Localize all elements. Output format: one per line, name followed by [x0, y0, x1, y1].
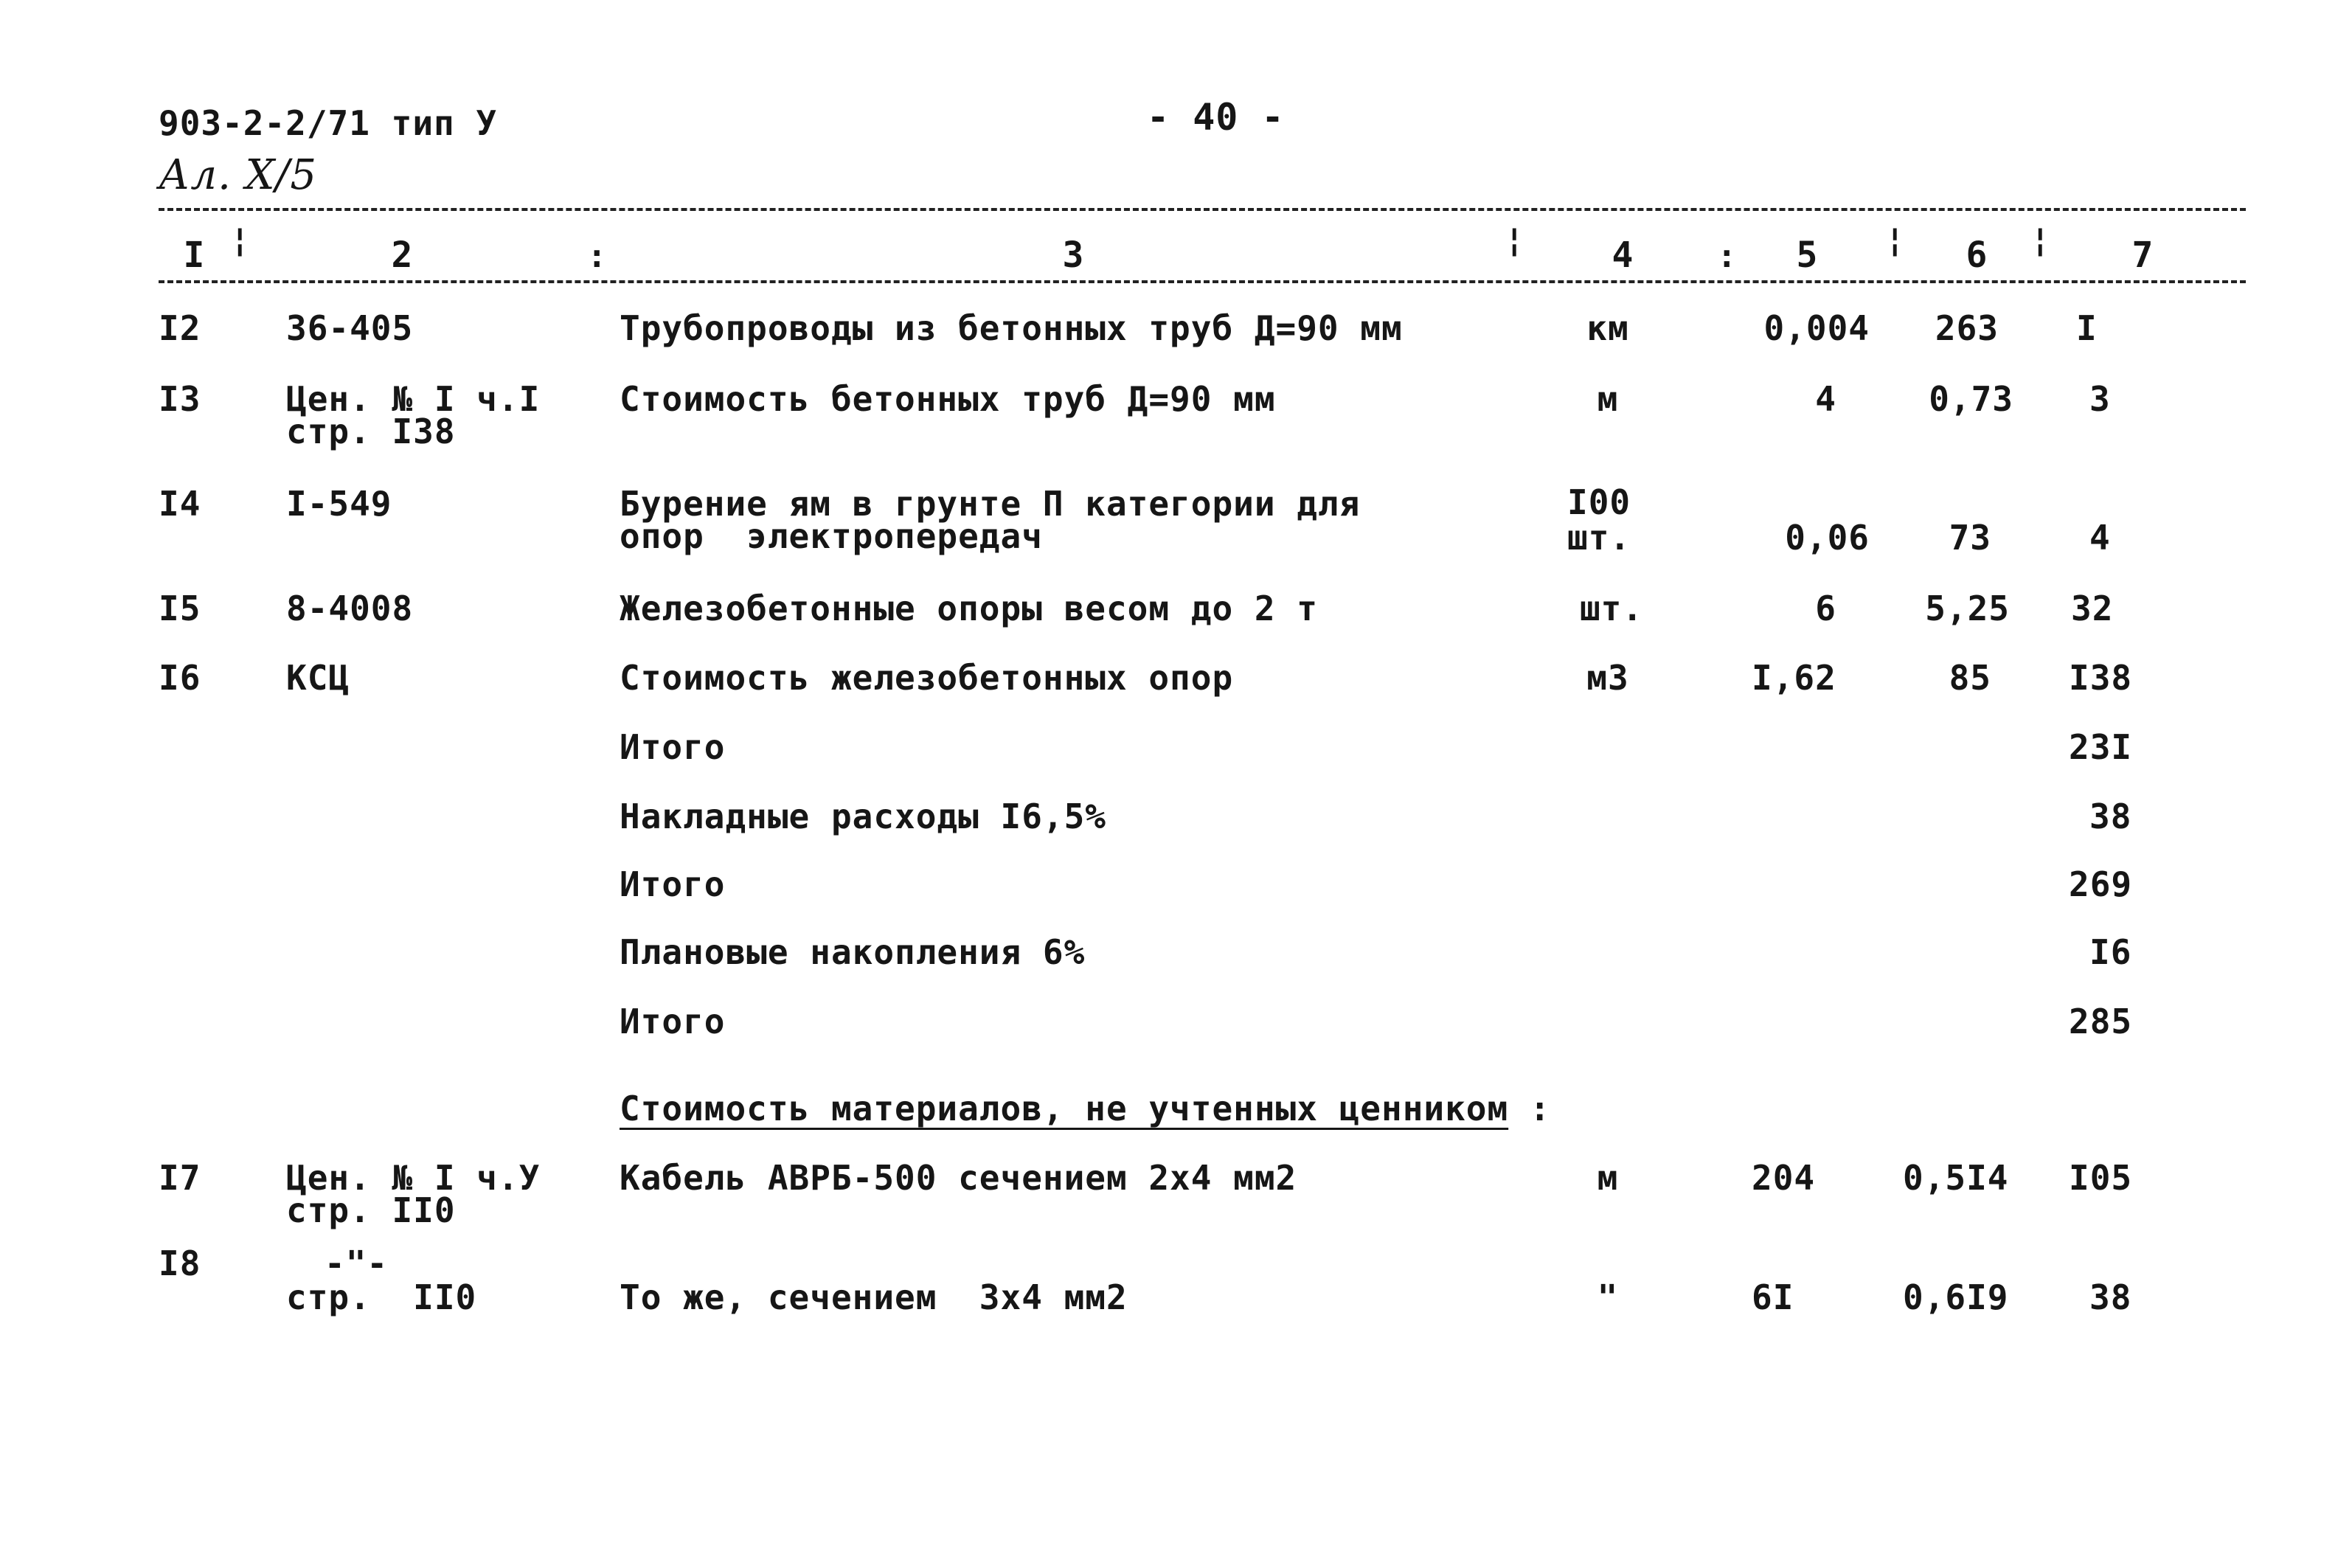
- page-number: - 40 -: [1147, 96, 1285, 139]
- column-separator: ¦: [1505, 221, 1524, 259]
- row-number: I2: [159, 308, 201, 348]
- section-title-colon: :: [1529, 1089, 1551, 1128]
- header-top-rule: [159, 208, 2246, 211]
- row-unit-price: 73: [1949, 518, 1991, 558]
- row-code-page: стр. I38: [286, 412, 456, 451]
- summary-label: Итого: [620, 727, 726, 767]
- row-unit: км: [1586, 308, 1629, 348]
- section-title-text: Стоимость материалов, не учтенных ценником: [620, 1089, 1509, 1128]
- row-quantity: 0,06: [1785, 518, 1870, 558]
- summary-label: Плановые накопления 6%: [620, 932, 1086, 972]
- column-header-4: 4: [1612, 235, 1634, 276]
- row-code: I-549: [286, 484, 392, 524]
- row-unit-price: 0,5I4: [1903, 1158, 2009, 1198]
- row-unit: м: [1597, 379, 1619, 419]
- column-separator: ¦: [230, 221, 250, 259]
- row-number: I3: [159, 379, 201, 419]
- row-unit: м: [1597, 1158, 1619, 1198]
- row-number: I4: [159, 484, 201, 524]
- column-separator: :: [1717, 237, 1737, 275]
- row-number: I8: [159, 1243, 201, 1283]
- summary-total: 38: [2089, 797, 2132, 836]
- row-unit-price: 0,6I9: [1903, 1277, 2009, 1317]
- summary-total: 285: [2069, 1002, 2133, 1041]
- column-header-6: 6: [1966, 235, 1988, 276]
- row-total: 4: [2089, 518, 2111, 558]
- row-quantity: 204: [1752, 1158, 1816, 1198]
- column-header-5: 5: [1796, 235, 1818, 276]
- column-header-7: 7: [2131, 235, 2154, 276]
- row-code: -"-: [325, 1243, 389, 1283]
- row-code: 8-4008: [286, 589, 414, 628]
- row-unit: м3: [1586, 658, 1629, 698]
- column-separator: ¦: [2030, 221, 2050, 259]
- row-unit: ": [1597, 1277, 1619, 1317]
- row-total: I05: [2069, 1158, 2133, 1198]
- row-unit-cont: шт.: [1567, 518, 1631, 558]
- row-description: Стоимость бетонных труб Д=90 мм: [620, 379, 1276, 419]
- row-description-cont: опор электропередач: [620, 516, 1043, 556]
- row-number: I6: [159, 658, 201, 698]
- row-unit-price: 0,73: [1929, 379, 2013, 419]
- header-bottom-rule: [159, 280, 2246, 283]
- row-quantity: 6: [1815, 589, 1836, 628]
- summary-total: 269: [2069, 864, 2133, 904]
- summary-label: Итого: [620, 864, 726, 904]
- column-header-3: 3: [1062, 235, 1084, 276]
- summary-label: Итого: [620, 1002, 726, 1041]
- summary-total: 23I: [2069, 727, 2133, 767]
- row-code: 36-405: [286, 308, 414, 348]
- row-unit-price: 5,25: [1925, 589, 2010, 628]
- section-title: [620, 1089, 1551, 1128]
- column-header-1: I: [183, 235, 205, 276]
- row-code-page: стр. II0: [286, 1277, 477, 1317]
- column-header-2: 2: [391, 235, 413, 276]
- row-unit: шт.: [1579, 589, 1644, 628]
- row-quantity: I,62: [1752, 658, 1836, 698]
- row-code-page: стр. II0: [286, 1190, 456, 1230]
- column-separator: :: [587, 237, 607, 275]
- row-number: I5: [159, 589, 201, 628]
- summary-label: Накладные расходы I6,5%: [620, 797, 1106, 836]
- row-number: I7: [159, 1158, 201, 1198]
- row-quantity: 4: [1815, 379, 1836, 419]
- row-description: Бурение ям в грунте П категории для: [620, 484, 1361, 524]
- row-description: Трубопроводы из бетонных труб Д=90 мм: [620, 308, 1403, 348]
- row-description: Стоимость железобетонных опор: [620, 658, 1234, 698]
- sheet-reference: Ал. X/5: [159, 151, 318, 199]
- document-code: 903-2-2/71 тип У: [159, 103, 498, 143]
- row-total: I38: [2069, 658, 2133, 698]
- summary-total: I6: [2089, 932, 2132, 972]
- row-description: Железобетонные опоры весом до 2 т: [620, 589, 1318, 628]
- row-description: То же, сечением 3х4 мм2: [620, 1277, 1128, 1317]
- row-unit-price: 85: [1949, 658, 1991, 698]
- row-description: Кабель АВРБ-500 сечением 2х4 мм2: [620, 1158, 1297, 1198]
- row-total: 32: [2071, 589, 2114, 628]
- row-code: КСЦ: [286, 658, 350, 698]
- row-code: Цен. № I ч.I: [286, 379, 541, 419]
- row-quantity: 0,004: [1763, 308, 1870, 348]
- row-total: I: [2076, 308, 2098, 348]
- row-unit-price: 263: [1935, 308, 1999, 348]
- row-total: 3: [2089, 379, 2111, 419]
- row-quantity: 6I: [1752, 1277, 1794, 1317]
- row-unit: I00: [1567, 482, 1631, 522]
- column-separator: ¦: [1885, 221, 1905, 259]
- row-total: 38: [2089, 1277, 2132, 1317]
- row-code: Цен. № I ч.У: [286, 1158, 541, 1198]
